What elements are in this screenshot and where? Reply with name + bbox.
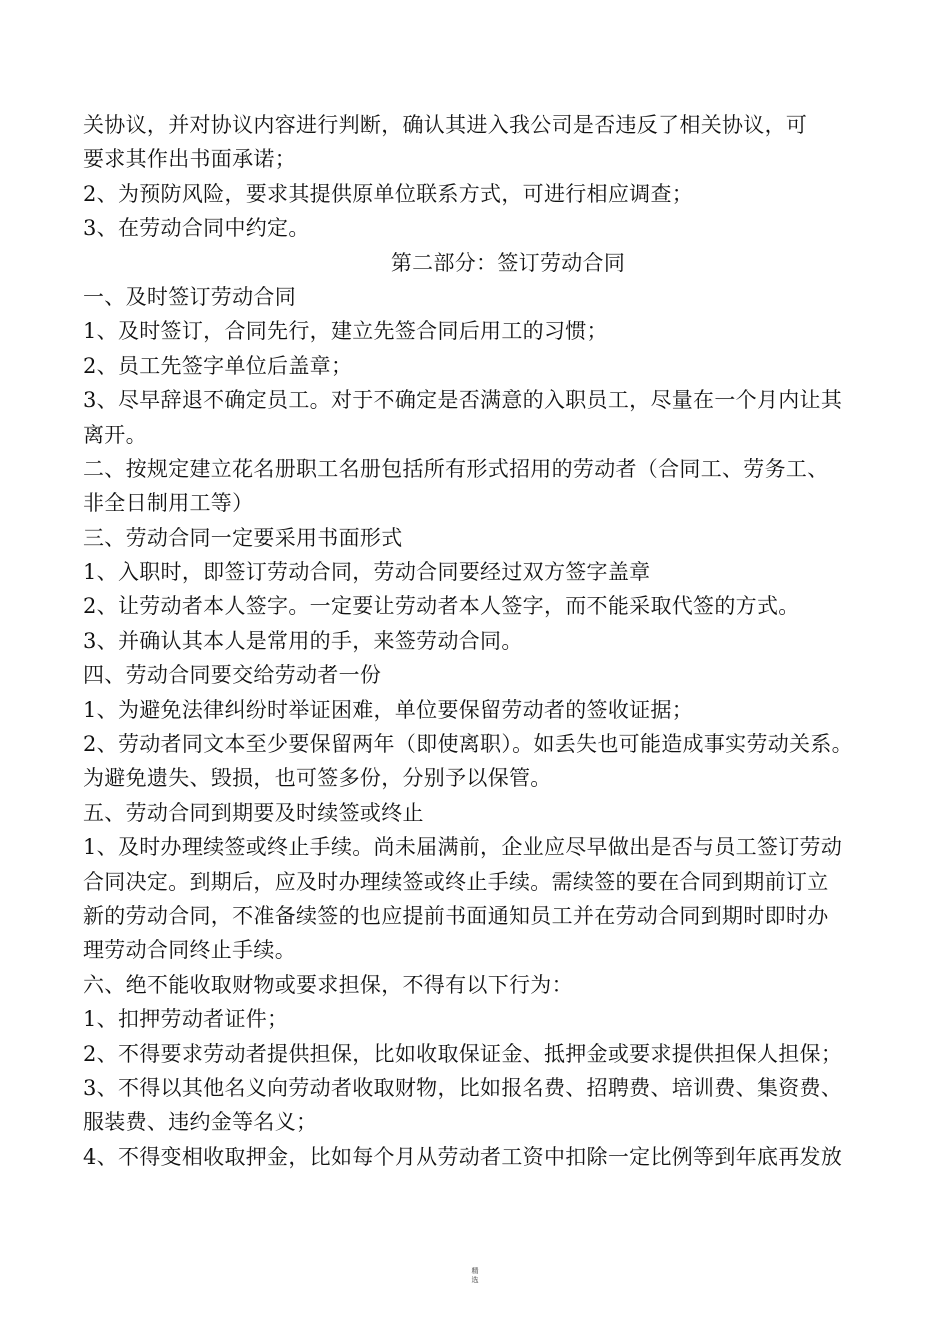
paragraph-line: 1、扣押劳动者证件；: [83, 1007, 289, 1032]
paragraph-line: 2、员工先签字单位后盖章；: [83, 353, 353, 378]
section-heading: 第二部分：签订劳动合同: [390, 250, 626, 275]
paragraph-line: 新的劳动合同，不准备续签的也应提前书面通知员工并在劳动合同到期时即时办: [83, 903, 829, 928]
paragraph-line: 3、在劳动合同中约定。: [83, 216, 310, 241]
paragraph-line: 要求其作出书面承诺；: [83, 147, 296, 172]
paragraph-line: 1、及时签订，合同先行，建立先签合同后用工的习惯；: [83, 319, 608, 344]
paragraph-line: 关协议，并对协议内容进行判断，确认其进入我公司是否违反了相关协议，可: [83, 113, 808, 137]
paragraph-line: 理劳动合同终止手续。: [83, 938, 296, 963]
paragraph-line: 2、让劳动者本人签字。一定要让劳动者本人签字，而不能采取代签的方式。: [83, 594, 800, 619]
paragraph-line: 为避免遗失、毁损，也可签多份，分别予以保管。: [83, 766, 552, 791]
page-footer-mark: [0, 1267, 950, 1285]
subheading: 一、及时签订劳动合同: [83, 284, 296, 309]
paragraph-line: 4、不得变相收取押金，比如每个月从劳动者工资中扣除一定比例等到年底再发放: [83, 1144, 843, 1169]
subheading: 三、劳动合同一定要采用书面形式: [83, 525, 403, 550]
subheading: 五、劳动合同到期要及时续签或终止: [83, 800, 424, 825]
footer-char: 选: [471, 1276, 479, 1284]
paragraph-line: 2、为预防风险，要求其提供原单位联系方式，可进行相应调查；: [83, 181, 694, 206]
footer-char: 精: [471, 1267, 479, 1275]
paragraph-line: 3、并确认其本人是常用的手，来签劳动合同。: [83, 628, 523, 653]
paragraph-line: 服装费、违约金等名义；: [83, 1110, 318, 1135]
paragraph-line: 1、为避免法律纠纷时举证困难，单位要保留劳动者的签收证据；: [83, 697, 694, 722]
paragraph-line: 合同决定。到期后，应及时办理续签或终止手续。需续签的要在合同到期前订立: [83, 869, 829, 894]
document-body: [83, 108, 923, 1174]
paragraph-line: 2、劳动者同文本至少要保留两年（即使离职）。如丢失也可能造成事实劳动关系。: [83, 732, 853, 757]
paragraph-line: 2、不得要求劳动者提供担保，比如收取保证金、抵押金或要求提供担保人担保；: [83, 1041, 843, 1066]
paragraph-line: 1、入职时，即签订劳动合同，劳动合同要经过双方签字盖章: [83, 560, 651, 585]
paragraph-line: 1、及时办理续签或终止手续。尚未届满前，企业应尽早做出是否与员工签订劳动: [83, 835, 843, 860]
paragraph-line: 非全日制用工等）: [83, 491, 254, 516]
paragraph-line: 3、不得以其他名义向劳动者收取财物，比如报名费、招聘费、培训费、集资费、: [83, 1075, 843, 1100]
subheading: 二、按规定建立花名册职工名册包括所有形式招用的劳动者（合同工、劳务工、: [83, 456, 829, 481]
paragraph-line: 离开。: [83, 422, 147, 447]
subheading: 四、劳动合同要交给劳动者一份: [83, 663, 382, 688]
subheading: 六、绝不能收取财物或要求担保，不得有以下行为：: [83, 972, 573, 997]
paragraph-line: 3、尽早辞退不确定员工。对于不确定是否满意的入职员工，尽量在一个月内让其: [83, 388, 843, 413]
